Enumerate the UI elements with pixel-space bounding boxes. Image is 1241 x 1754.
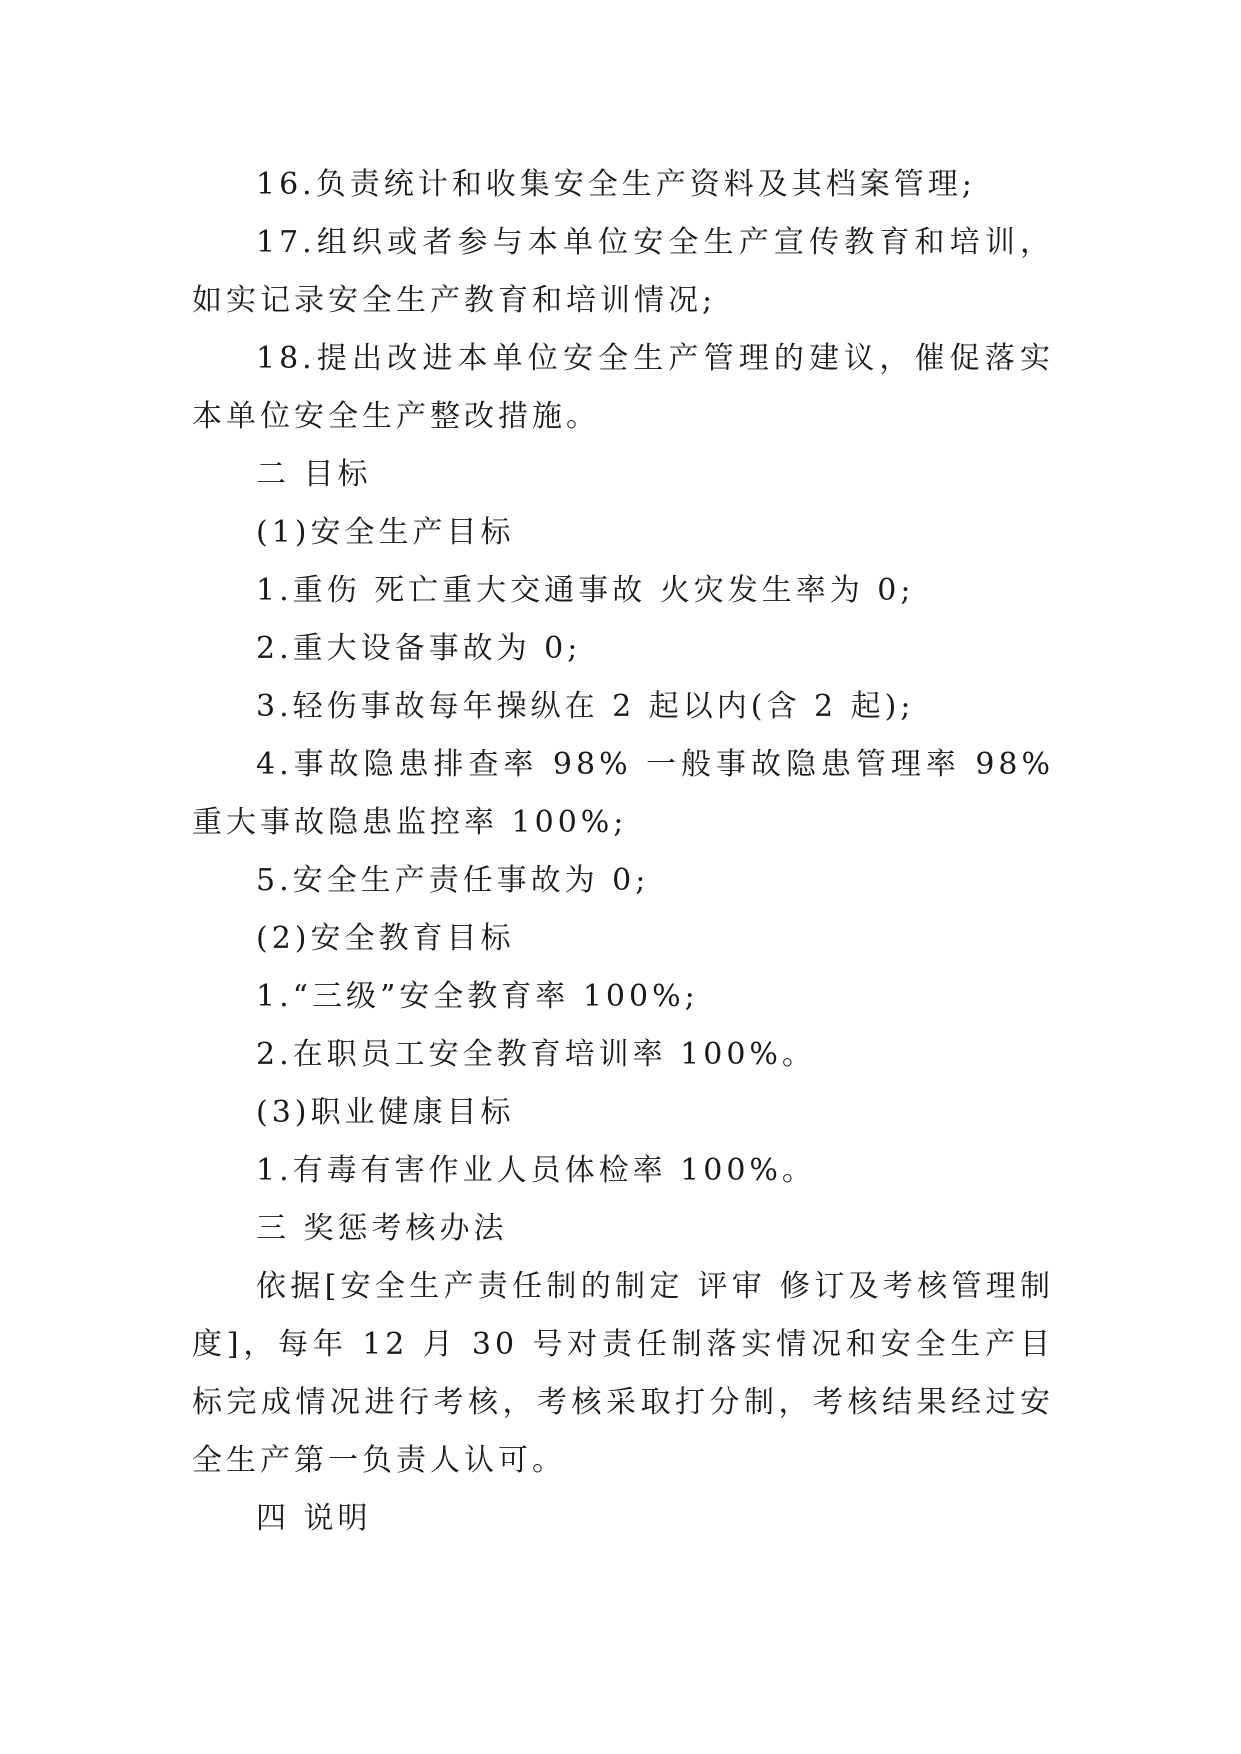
section-heading-goals: 二 目标 <box>256 457 372 492</box>
subsection-heading-occupational-health: (3)职业健康目标 <box>256 1095 515 1130</box>
section-heading-assessment: 三 奖惩考核办法 <box>256 1211 508 1246</box>
section-heading-notes: 四 说明 <box>256 1501 372 1536</box>
subsection-heading-safety-education: (2)安全教育目标 <box>256 921 515 956</box>
subsection-heading-safety-production: (1)安全生产目标 <box>256 515 515 550</box>
goal-item: 5.安全生产责任事故为 0; <box>256 863 650 898</box>
goal-item: 3.轻伤事故每年操纵在 2 起以内(含 2 起); <box>256 689 915 724</box>
goal-item: 4.事故隐患排查率 98% 一般事故隐患管理率 98% 重大事故隐患监控率 100%; <box>192 747 1068 840</box>
paragraph-item-16: 16.负责统计和收集安全生产资料及其档案管理; <box>256 167 976 202</box>
goal-item: 1.重伤 死亡重大交通事故 火灾发生率为 0; <box>256 573 915 608</box>
document-page <box>192 156 1068 1548</box>
assessment-paragraph: 依据[安全生产责任制的制定 评审 修订及考核管理制度]，每年 12 月 30 号对责任制落实情况和安全生产目标完成情况进行考核，考核采取打分制，考核结果经过安全生产第一负责人认可。 <box>192 1269 1054 1478</box>
goal-item: 2.在职员工安全教育培训率 100%。 <box>256 1037 816 1072</box>
paragraph-item-17: 17.组织或者参与本单位安全生产宣传教育和培训，如实记录安全生产教育和培训情况; <box>192 225 1054 318</box>
goal-item: 2.重大设备事故为 0; <box>256 631 582 666</box>
paragraph-item-18: 18.提出改进本单位安全生产管理的建议，催促落实本单位安全生产整改措施。 <box>192 341 1054 434</box>
goal-item: 1.有毒有害作业人员体检率 100%。 <box>256 1153 816 1188</box>
goal-item: 1.“三级”安全教育率 100%; <box>256 979 699 1014</box>
